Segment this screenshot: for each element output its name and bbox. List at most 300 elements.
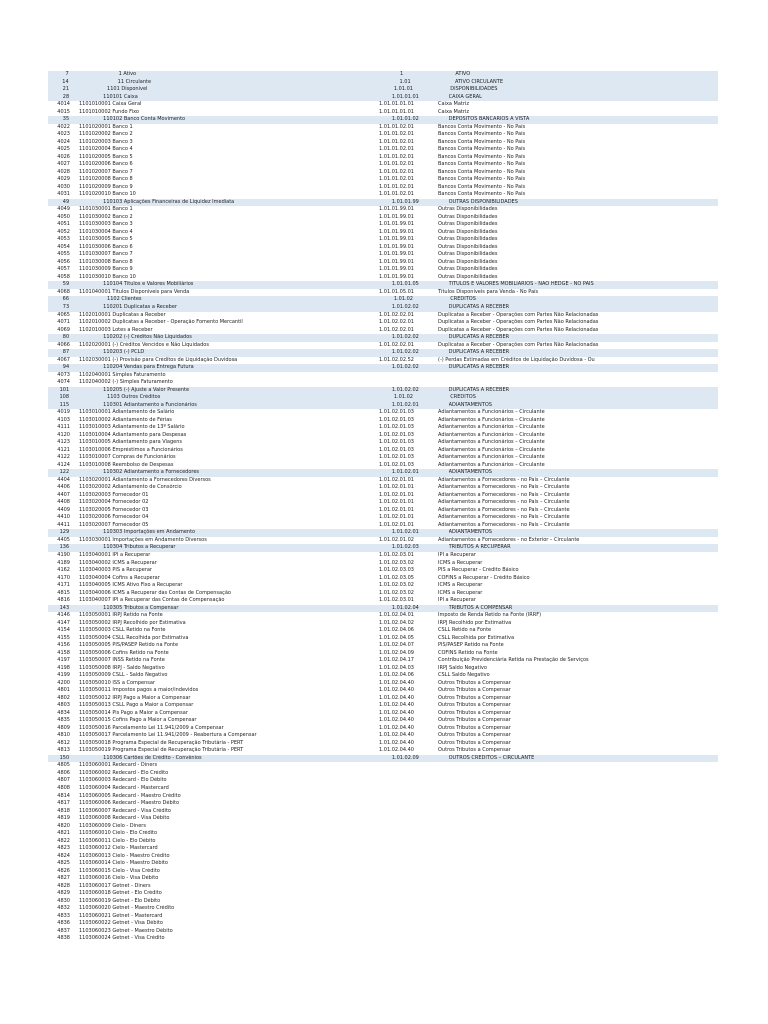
reference-code: 1.01.01.99.01 [379, 251, 414, 258]
table-row [48, 357, 718, 365]
row-id: 4027 [57, 161, 70, 168]
reference-description [438, 838, 718, 846]
table-row [48, 552, 718, 560]
row-id: 4817 [57, 800, 70, 807]
table-row [48, 477, 718, 485]
reference-description: Caixa Matriz [438, 101, 469, 108]
group-row [48, 334, 718, 342]
reference-code [379, 928, 438, 936]
row-id: 4023 [57, 131, 70, 138]
row-id: 4830 [57, 897, 70, 904]
table-row [48, 657, 718, 665]
table-row [48, 845, 718, 853]
account-name: 1103030001 Importações em Andamento Diversos [79, 536, 207, 543]
reference-code: 1.01.02.02.52 [379, 356, 414, 363]
table-row [48, 266, 718, 274]
reference-code: 1.01.01.99.01 [379, 221, 414, 228]
row-id: 4803 [57, 702, 70, 709]
reference-code: 1.01.02.01.01 [379, 476, 414, 483]
table-row [48, 124, 718, 132]
row-id: 21 [62, 86, 70, 93]
row-id: 4815 [57, 589, 70, 596]
reference-code [379, 845, 438, 853]
reference-code [379, 905, 438, 913]
reference-code [379, 913, 438, 921]
table-row [48, 740, 718, 748]
row-id: 4832 [57, 905, 70, 912]
reference-description [438, 793, 718, 801]
table-row [48, 101, 718, 109]
table-row [48, 672, 718, 680]
account-name: 1103060006 Redecard - Maestro Débito [79, 800, 180, 807]
account-name: 1103060009 Cielo - Diners [79, 822, 146, 829]
reference-description: PIS a Recuperar - Crédito Básico [438, 567, 519, 574]
row-id: 4827 [57, 875, 70, 882]
table-row [48, 785, 718, 793]
reference-code: 1.01.02.02 [391, 386, 419, 393]
reference-code: 1.01.02.04.02 [379, 619, 414, 626]
row-id: 4411 [57, 521, 70, 528]
reference-description: ICMS a Recuperar [438, 589, 483, 596]
reference-code: 1.01.02.01.01 [379, 521, 414, 528]
chart-of-accounts-table [48, 71, 718, 943]
row-id: 4147 [57, 619, 70, 626]
reference-code: 1.01.02.01.03 [379, 424, 414, 431]
table-row [48, 327, 718, 335]
reference-code: 1.01.02.02 [391, 334, 419, 341]
reference-description: OUTRAS DISPONIBILIDADES [448, 198, 518, 205]
table-row [48, 372, 718, 380]
row-id: 136 [59, 544, 70, 551]
row-id: 49 [62, 198, 70, 205]
table-row [48, 665, 718, 673]
account-name: 110303 Importações em Andamento [103, 529, 196, 536]
reference-code: 1.01.02.01 [391, 469, 419, 476]
reference-description: Adiantamentos a Funcionários – Circulante [438, 416, 545, 423]
account-name: 1103060004 Redecard - Mastercard [79, 784, 169, 791]
reference-code: 1.01.02.01.03 [379, 416, 414, 423]
table-row [48, 439, 718, 447]
reference-description: DUPLICATAS A RECEBER [448, 303, 510, 310]
row-id: 4065 [57, 311, 70, 318]
reference-description: Adiantamentos a Funcionários – Circulante [438, 424, 545, 431]
reference-description [438, 853, 718, 861]
table-row [48, 650, 718, 658]
table-row [48, 514, 718, 522]
table-row [48, 890, 718, 898]
row-id: 4824 [57, 852, 70, 859]
reference-description: Bancos Conta Movimento - No País [438, 191, 526, 198]
account-name: 1103060014 Cielo - Maestro Débito [79, 860, 168, 867]
table-row [48, 567, 718, 575]
row-id: 4071 [57, 319, 70, 326]
account-name: 1103 Outros Créditos [107, 394, 161, 401]
account-name: 110306 Cartões de Crédito - Convênios [103, 754, 202, 761]
table-row [48, 462, 718, 470]
row-id: 4821 [57, 830, 70, 837]
group-row [48, 199, 718, 207]
reference-code: 1.01 [399, 78, 411, 85]
account-name: 110301 Adiantamento a Funcionários [103, 401, 197, 408]
reference-code: 1.01.02.02.01 [379, 341, 414, 348]
reference-code [379, 875, 438, 883]
table-row [48, 875, 718, 883]
row-id: 35 [62, 116, 70, 123]
reference-description [438, 883, 718, 891]
account-name: 1103040007 IPI a Recuperar das Contas de Compensação [79, 597, 225, 604]
row-id: 7 [65, 71, 69, 77]
account-name: 1101030008 Banco 8 [79, 258, 133, 265]
reference-description: Adiantamentos a Funcionários – Circulante [438, 461, 545, 468]
row-id: 4146 [57, 612, 70, 619]
group-row [48, 402, 718, 410]
reference-code: 1.01.02.01 [391, 401, 419, 408]
table-row [48, 898, 718, 906]
account-name: 1103050013 CSLL Pago a Maior a Compensar [79, 702, 194, 709]
reference-description: CRÉDITOS [450, 296, 476, 303]
reference-description: OUTROS CRÉDITOS – CIRCULANTE [448, 754, 535, 761]
reference-description [438, 762, 718, 770]
table-row [48, 154, 718, 162]
reference-description [438, 815, 718, 823]
row-id: 4829 [57, 890, 70, 897]
reference-code: 1.01.02.04.09 [379, 649, 414, 656]
row-id: 4057 [57, 266, 70, 273]
row-id: 4199 [57, 672, 70, 679]
account-name: 1103040002 ICMS a Recuperar [79, 559, 157, 566]
table-row [48, 582, 718, 590]
reference-code: 1.01.02.03.01 [379, 552, 414, 558]
reference-code: 1.01.02.04.40 [379, 679, 414, 686]
reference-description: Contribuição Previdenciária Retida na Prestação de Serviços [438, 657, 589, 664]
reference-description: COFINS Retido na Fonte [438, 649, 498, 656]
row-id: 4026 [57, 153, 70, 160]
account-name: 1101030007 Banco 7 [79, 251, 133, 258]
reference-description [438, 920, 718, 928]
account-name: 1101020005 Banco 5 [79, 153, 133, 160]
reference-description: Outros Tributos a Compensar [438, 732, 511, 739]
reference-description: Outros Tributos a Compensar [438, 694, 511, 701]
reference-code [379, 800, 438, 808]
row-id: 4122 [57, 454, 70, 461]
account-name: 1103020001 Adiantamento a Fornecedores Diversos [79, 476, 211, 483]
row-id: 4408 [57, 499, 70, 506]
account-name: 1103060007 Redecard - Visa Crédito [79, 807, 171, 814]
reference-code: 1.01.02.03.03 [379, 567, 414, 574]
account-name: 1103060020 Getnet - Maestro Crédito [79, 905, 175, 912]
row-id: 4198 [57, 664, 70, 671]
row-id: 4837 [57, 927, 70, 934]
reference-code: 1.01.02.01.03 [379, 446, 414, 453]
reference-code [379, 762, 438, 770]
account-name: 1101010001 Caixa Geral [79, 101, 142, 108]
table-row [48, 206, 718, 214]
row-id: 4158 [57, 649, 70, 656]
reference-code: 1.01.01.02.01 [379, 138, 414, 145]
reference-code: 1.01.02.02.01 [379, 319, 414, 326]
table-row [48, 176, 718, 184]
row-id: 4814 [57, 792, 70, 799]
account-name: 110202 (-) Créditos Não Liquidados [103, 334, 192, 341]
account-name: 1103060019 Getnet - Elo Débito [79, 897, 161, 904]
row-id: 4170 [57, 574, 70, 581]
reference-code: 1.01.02.04.40 [379, 724, 414, 731]
reference-description [438, 935, 718, 943]
reference-code: 1.01.02.04.05 [379, 634, 414, 641]
row-id: 4050 [57, 213, 70, 220]
table-row [48, 379, 718, 387]
table-row [48, 169, 718, 177]
reference-code: 1.01.01.02.01 [379, 131, 414, 138]
reference-code: 1.01.02.04.01 [379, 612, 414, 619]
table-row [48, 537, 718, 545]
reference-code [379, 830, 438, 838]
table-row [48, 507, 718, 515]
table-row [48, 680, 718, 688]
table-row [48, 935, 718, 943]
reference-description: Outras Disponibilidades [438, 228, 498, 235]
reference-code: 1 [400, 71, 404, 77]
row-id: 4056 [57, 258, 70, 265]
reference-description: Duplicatas a Receber - Operações com Partes Não Relacionadas [438, 319, 599, 326]
reference-code: 1.01.02.04.40 [379, 732, 414, 739]
reference-code: 1.01.02.03.01 [379, 597, 414, 604]
table-row [48, 191, 718, 199]
account-name: 1103010001 Adiantamento de Salário [79, 409, 175, 416]
row-id: 4806 [57, 769, 70, 776]
account-name: 1103020002 Adiantamento de Consórcio [79, 484, 182, 491]
account-name: 1103050007 INSS Retido na Fonte [79, 657, 165, 664]
account-name: 1103050017 Parcelamento Lei 11.941/2009 - Reabertura a Compensar [79, 732, 257, 739]
table-row [48, 244, 718, 252]
reference-description [438, 379, 718, 387]
reference-code [379, 920, 438, 928]
account-name: 1103050016 Parcelamento Lei 11.941/2009 a Compensar [79, 724, 224, 731]
group-row [48, 281, 718, 289]
table-row [48, 409, 718, 417]
reference-code: 1.01.01.05 [391, 281, 419, 288]
reference-description: Outros Tributos a Compensar [438, 679, 511, 686]
row-id: 4066 [57, 341, 70, 348]
row-id: 4828 [57, 882, 70, 889]
row-id: 115 [59, 401, 70, 408]
reference-description: CAIXA GERAL [448, 93, 482, 100]
reference-description: Títulos Disponíveis para Venda - No País [438, 288, 539, 295]
row-id: 143 [59, 604, 70, 611]
table-row [48, 575, 718, 583]
account-name: 1103010007 Compras de Funcionários [79, 454, 176, 461]
account-name: 1103060003 Redecard - Elo Débito [79, 777, 167, 784]
account-name: 1103050004 CSLL Recolhida por Estimativa [79, 634, 189, 641]
reference-code: 1.01.01.02.01 [379, 176, 414, 183]
account-name: 1103060018 Getnet - Elo Crédito [79, 890, 162, 897]
reference-description: Adiantamentos a Fornecedores - no País – Circulante [438, 491, 570, 498]
reference-description: Bancos Conta Movimento - No País [438, 161, 526, 168]
reference-code: 1.01.02.01.03 [379, 409, 414, 416]
row-id: 4409 [57, 506, 70, 513]
account-name: 1103020005 Fornecedor 03 [79, 506, 149, 513]
reference-code: 1.01.01.99.01 [379, 258, 414, 265]
reference-description: Outras Disponibilidades [438, 251, 498, 258]
reference-description [438, 785, 718, 793]
row-id: 122 [59, 469, 70, 476]
table-row [48, 312, 718, 320]
reference-description: Outras Disponibilidades [438, 221, 498, 228]
reference-description [438, 890, 718, 898]
account-name: 1103050002 IRPJ Recolhido por Estimativa [79, 619, 186, 626]
table-row [48, 590, 718, 598]
reference-code: 1.01.02.01.03 [379, 439, 414, 446]
account-name: 110304 Tributos a Recuperar [103, 544, 176, 551]
account-name: 11 Circulante [117, 78, 152, 85]
row-id: 4826 [57, 867, 70, 874]
table-row [48, 905, 718, 913]
account-name: 1103050014 Pis Pago a Maior a Compensar [79, 709, 188, 716]
reference-description: ICMS a Recuperar [438, 582, 483, 589]
reference-description: Adiantamentos a Fornecedores - no País – Circulante [438, 506, 570, 513]
reference-description: DUPLICATAS A RECEBER [448, 386, 510, 393]
row-id: 4051 [57, 221, 70, 228]
reference-description [438, 823, 718, 831]
table-row [48, 830, 718, 838]
account-name: 1103050006 Cofins Retido na Fonte [79, 649, 169, 656]
row-id: 4155 [57, 634, 70, 641]
reference-code: 1.01.01.01.01 [379, 101, 414, 108]
row-id: 4816 [57, 597, 70, 604]
table-row [48, 522, 718, 530]
row-id: 4197 [57, 657, 70, 664]
reference-code: 1.01.02.04.40 [379, 717, 414, 724]
account-name: 1102010001 Duplicatas a Receber [79, 311, 166, 318]
reference-description [438, 777, 718, 785]
account-name: 1103060008 Redecard - Visa Débito [79, 815, 170, 822]
account-name: 1103060001 Redecard - Diners [79, 762, 158, 769]
reference-description [438, 860, 718, 868]
table-row [48, 710, 718, 718]
reference-description: ADIANTAMENTOS [448, 469, 492, 476]
row-id: 108 [59, 394, 70, 401]
reference-code: 1.01.02.01.03 [379, 454, 414, 461]
reference-code [379, 838, 438, 846]
reference-description: ATIVO CIRCULANTE [454, 78, 503, 85]
table-row [48, 860, 718, 868]
account-name: 1103040003 PIS a Recuperar [79, 567, 152, 574]
reference-description [438, 800, 718, 808]
account-name: 1103060015 Cielo - Visa Crédito [79, 867, 160, 874]
row-id: 87 [62, 349, 70, 356]
reference-description [438, 770, 718, 778]
row-id: 4014 [57, 101, 70, 108]
table-row [48, 687, 718, 695]
account-name: 1102010003 Lotes a Receber [79, 326, 153, 333]
row-id: 4812 [57, 739, 70, 746]
table-row [48, 492, 718, 500]
reference-description: CSLL Saldo Negativo [438, 672, 490, 679]
row-id: 4053 [57, 236, 70, 243]
reference-code: 1.01.02.04.40 [379, 687, 414, 694]
row-id: 150 [59, 754, 70, 761]
reference-code: 1.01.02.01 [391, 529, 419, 536]
table-row [48, 800, 718, 808]
reference-code: 1.01.01.05.01 [379, 288, 414, 295]
reference-code: 1.01.01.02.01 [379, 183, 414, 190]
account-name: 1103060005 Redecard - Maestro Crédito [79, 792, 181, 799]
group-row [48, 364, 718, 372]
account-name: 1103050010 ISS a Compensar [79, 679, 156, 686]
table-row [48, 139, 718, 147]
account-name: 1103050001 IRPJ Retido na Fonte [79, 612, 163, 619]
table-row [48, 131, 718, 139]
group-row [48, 544, 718, 552]
reference-code [379, 379, 438, 387]
account-name: 1103060023 Getnet - Maestro Débito [79, 927, 173, 934]
reference-description [438, 898, 718, 906]
account-name: 1103010006 Empréstimos a Funcionários [79, 446, 183, 453]
account-name: 1103020006 Fornecedor 04 [79, 514, 149, 521]
table-row [48, 732, 718, 740]
group-row [48, 387, 718, 395]
row-id: 4058 [57, 273, 70, 280]
account-name: 1103040005 ICMS Ativo Fixo a Recuperar [79, 582, 183, 589]
account-name: 1103050019 Programa Especial de Recuperação Tributária - PERT [79, 747, 244, 754]
reference-description: IPI a Recuperar [438, 552, 476, 558]
row-id: 4055 [57, 251, 70, 258]
group-row [48, 349, 718, 357]
row-id: 66 [62, 296, 70, 303]
reference-code: 1.01.01.99.01 [379, 206, 414, 213]
reference-code: 1.01.02.01.02 [379, 536, 414, 543]
table-row [48, 642, 718, 650]
reference-code: 1.01.01.01.01 [379, 108, 414, 115]
account-name: 1103010003 Adiantamento de 13º Salário [79, 424, 185, 431]
row-id: 4123 [57, 439, 70, 446]
reference-code: 1.01.02.04.03 [379, 664, 414, 671]
account-name: 110102 Banco Conta Movimento [103, 116, 186, 123]
reference-code [379, 860, 438, 868]
reference-code: 1.01.01.02.01 [379, 146, 414, 153]
group-row [48, 304, 718, 312]
account-name: 1101020004 Banco 4 [79, 146, 133, 153]
table-row [48, 417, 718, 425]
account-name: 1101010002 Fundo Fixo [79, 108, 139, 115]
account-name: 1103010002 Adiantamento de Férias [79, 416, 172, 423]
reference-description: ADIANTAMENTOS [448, 401, 492, 408]
reference-code: 1.01.02.09 [391, 754, 419, 761]
row-id: 4029 [57, 176, 70, 183]
account-name: 1103040006 ICMS a Recuperar das Contas de Compensação [79, 589, 231, 596]
reference-description: Outros Tributos a Compensar [438, 747, 511, 754]
reference-description: Duplicatas a Receber - Operações com Partes Não Relacionadas [438, 341, 599, 348]
row-id: 4825 [57, 860, 70, 867]
table-row [48, 161, 718, 169]
table-row [48, 838, 718, 846]
row-id: 4190 [57, 552, 70, 558]
row-id: 4200 [57, 679, 70, 686]
row-id: 4189 [57, 559, 70, 566]
reference-code: 1.01.01.99.01 [379, 273, 414, 280]
reference-description: Bancos Conta Movimento - No País [438, 176, 526, 183]
row-id: 4120 [57, 431, 70, 438]
account-name: 1103050018 Programa Especial de Recuperação Tributária - PERT [79, 739, 244, 746]
account-name: 1103060017 Getnet - Diners [79, 882, 151, 889]
reference-code: 1.01.02.01.01 [379, 484, 414, 491]
row-id: 4049 [57, 206, 70, 213]
reference-code: 1.01.01.02.01 [379, 153, 414, 160]
reference-description: Bancos Conta Movimento - No País [438, 131, 526, 138]
table-row [48, 883, 718, 891]
row-id: 4073 [57, 371, 70, 378]
reference-code [379, 883, 438, 891]
